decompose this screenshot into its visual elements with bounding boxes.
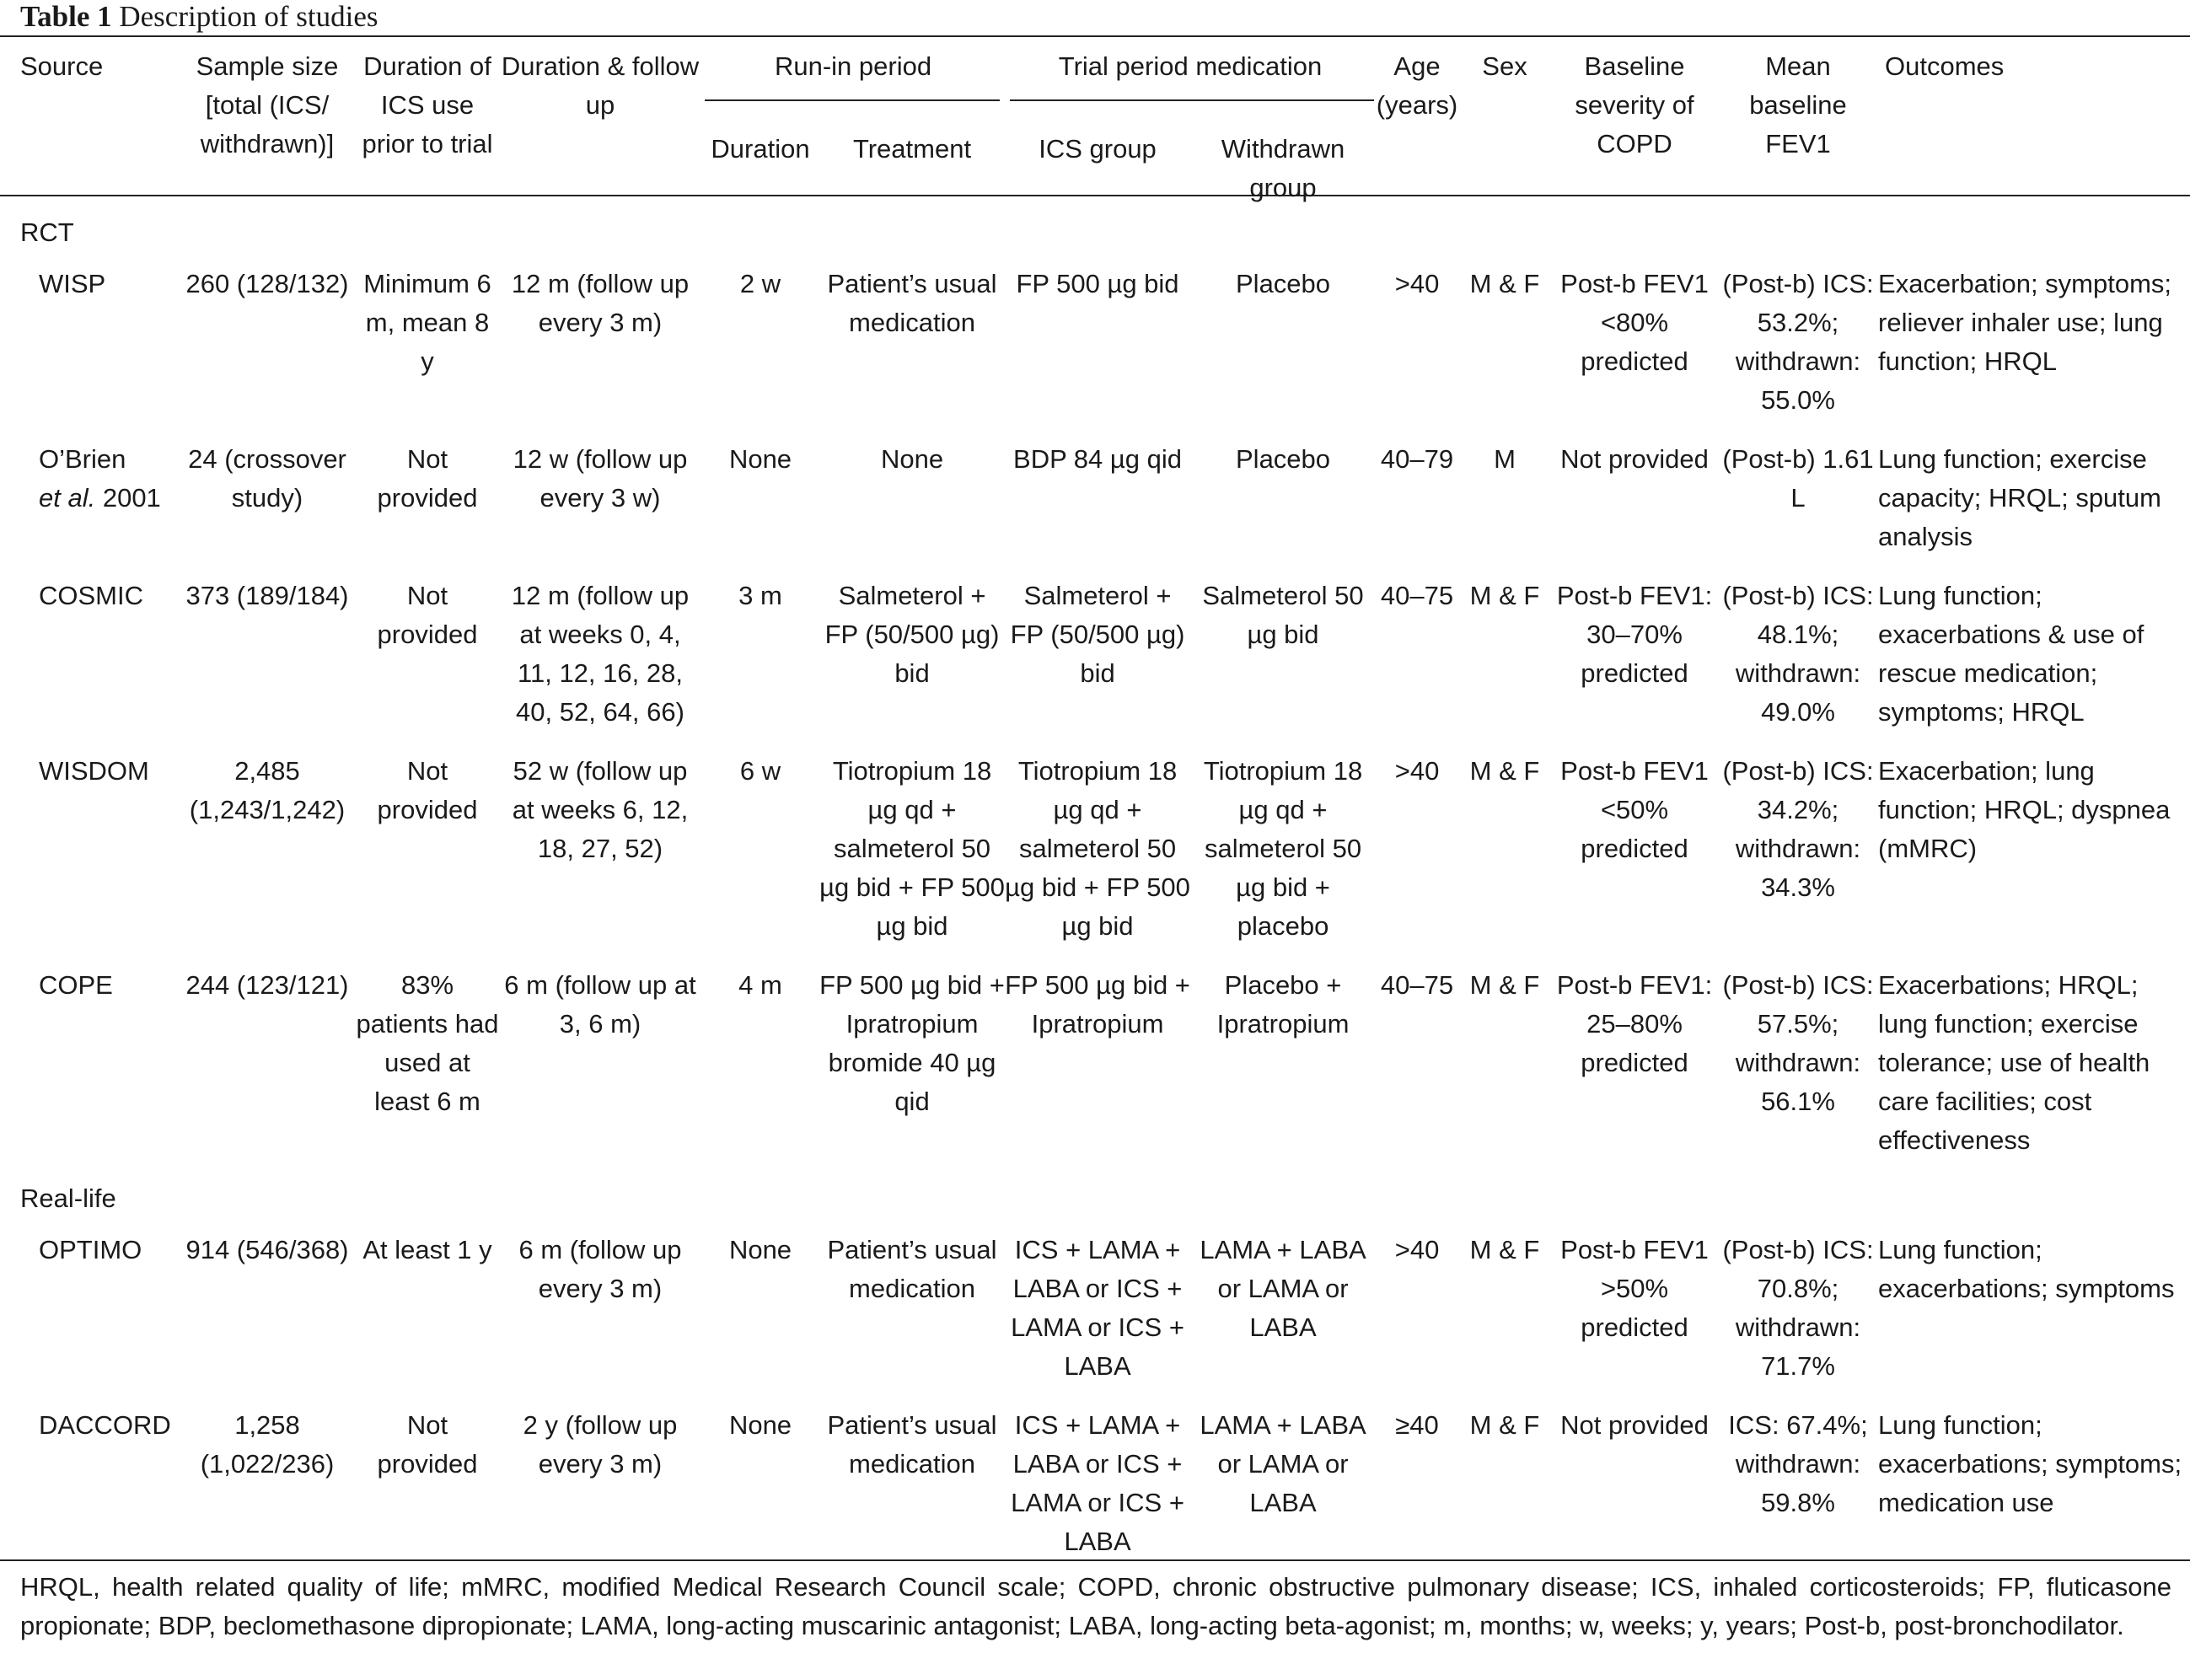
table-row xyxy=(0,1224,2190,1399)
section-row-real-life xyxy=(0,1173,2190,1224)
cell-duration-follow-up: 12 m (follow up every 3 m) xyxy=(511,269,690,337)
table-row xyxy=(0,433,2190,570)
cell-duration-follow-up: 2 y (follow up every 3 m) xyxy=(523,1410,678,1479)
cell-run-in-treatment: Patient’s usual medication xyxy=(827,1410,997,1479)
table-row xyxy=(0,959,2190,1173)
cell-sex: M & F xyxy=(1469,970,1540,1000)
cell-ics-group: Salmeterol + FP (50/500 µg) bid xyxy=(1010,581,1185,688)
cell-source: OPTIMO xyxy=(39,1235,142,1264)
cell-sex: M & F xyxy=(1469,756,1540,786)
cell-run-in-treatment: None xyxy=(880,444,944,474)
cell-outcomes: Lung function; exacerbations; symptoms; medication use xyxy=(1878,1410,2182,1517)
cell-withdrawn-group: Placebo xyxy=(1236,269,1331,298)
cell-ics-group: BDP 84 µg qid xyxy=(1013,444,1182,474)
table-footnote: HRQL, health related quality of life; mMRC, modified Medical Research Council scale; COPD, chronic obstructive pulmonary disease; ICS, inhaled corticosteroids; FP, fluticasone propionate; BDP, beclomethasone dipropionate; LAMA, long-acting muscarinic antagonist; LABA, long-acting beta-agonist; m, months; w, weeks; y, years; Post-b, post-bronchodilator. xyxy=(20,1572,2171,1640)
header-mean-fev1: Mean baseline FEV1 xyxy=(1749,51,1847,158)
header-duration-follow-up: Duration & follow up xyxy=(501,51,700,120)
cell-age: 40–75 xyxy=(1380,970,1454,1000)
cell-outcomes: Lung function; exacerbations & use of rescue medication; symptoms; HRQL xyxy=(1878,581,2144,727)
table-caption xyxy=(20,2,378,35)
cell-sample-size: 373 (189/184) xyxy=(185,581,349,610)
cell-run-in-treatment: Salmeterol + FP (50/500 µg) bid xyxy=(824,581,1000,688)
cell-outcomes: Exacerbation; lung function; HRQL; dyspnea (mMRC) xyxy=(1878,756,2171,863)
cell-source: COPE xyxy=(39,970,113,1000)
cell-ics-group: ICS + LAMA + LABA or ICS + LAMA or ICS + LABA xyxy=(1011,1235,1184,1381)
cell-source: O’Brien et al. 2001 xyxy=(39,444,161,513)
cell-sex: M & F xyxy=(1469,1235,1540,1264)
header-age: Age (years) xyxy=(1376,51,1458,120)
cell-withdrawn-group: Salmeterol 50 µg bid xyxy=(1202,581,1364,649)
cell-withdrawn-group: Tiotropium 18 µg qd + salmeterol 50 µg bid + placebo xyxy=(1203,756,1363,941)
cell-sex: M & F xyxy=(1469,581,1540,610)
cell-ics-group: FP 500 µg bid xyxy=(1016,269,1179,298)
cell-age: >40 xyxy=(1394,756,1440,786)
cell-source: WISDOM xyxy=(39,756,149,786)
cell-run-in-duration: 4 m xyxy=(738,970,782,1000)
cell-baseline-severity: Not provided xyxy=(1560,444,1709,474)
header-source: Source xyxy=(20,51,104,81)
cell-run-in-treatment: Tiotropium 18 µg qd + salmeterol 50 µg bid + FP 500 µg bid xyxy=(819,756,1005,941)
cell-source: COSMIC xyxy=(39,581,143,610)
cell-sample-size: 244 (123/121) xyxy=(185,970,349,1000)
cell-withdrawn-group: Placebo + Ipratropium xyxy=(1216,970,1350,1039)
cell-sample-size: 914 (546/368) xyxy=(185,1235,349,1264)
cell-sample-size: 1,258 (1,022/236) xyxy=(200,1410,335,1479)
cell-mean-fev1: (Post-b) ICS: 53.2%; withdrawn: 55.0% xyxy=(1722,269,1874,415)
cell-outcomes: Lung function; exercise capacity; HRQL; sputum analysis xyxy=(1878,444,2161,551)
cell-sex: M & F xyxy=(1469,269,1540,298)
cell-withdrawn-group: LAMA + LABA or LAMA or LABA xyxy=(1200,1235,1366,1342)
cell-run-in-duration: None xyxy=(728,1235,792,1264)
table-row xyxy=(0,1399,2190,1575)
cell-run-in-treatment: FP 500 µg bid + Ipratropium bromide 40 µg qid xyxy=(819,970,1005,1116)
header-run-in-period: Run-in period xyxy=(774,51,932,81)
cell-duration-ics: Not provided xyxy=(377,1410,478,1479)
header-run-in-treatment: Treatment xyxy=(852,134,972,164)
cell-outcomes: Exacerbation; symptoms; reliever inhaler use; lung function; HRQL xyxy=(1878,269,2172,376)
cell-age: >40 xyxy=(1394,269,1440,298)
studies-table xyxy=(0,37,2190,1575)
cell-ics-group: ICS + LAMA + LABA or ICS + LAMA or ICS + LABA xyxy=(1011,1410,1184,1556)
cell-run-in-duration: None xyxy=(728,1410,792,1440)
cell-duration-ics: Not provided xyxy=(377,756,478,824)
cell-baseline-severity: Post-b FEV1: 25–80% predicted xyxy=(1556,970,1713,1077)
cell-outcomes: Exacerbations; HRQL; lung function; exercise tolerance; use of health care facilities; cost effectiveness xyxy=(1878,970,2150,1155)
cell-duration-follow-up: 12 m (follow up at weeks 0, 4, 11, 12, 16, 28, 40, 52, 64, 66) xyxy=(511,581,690,727)
header-withdrawn-group: Withdrawn group xyxy=(1221,134,1345,202)
cell-run-in-duration: 3 m xyxy=(738,581,782,610)
cell-duration-ics: Not provided xyxy=(377,444,478,513)
cell-baseline-severity: Post-b FEV1: 30–70% predicted xyxy=(1556,581,1713,688)
cell-duration-ics: At least 1 y xyxy=(362,1235,492,1264)
cell-mean-fev1: (Post-b) ICS: 70.8%; withdrawn: 71.7% xyxy=(1722,1235,1874,1381)
header-run-in-duration: Duration xyxy=(711,134,810,164)
section-row-rct xyxy=(0,207,2190,258)
cell-source: WISP xyxy=(39,269,106,298)
cell-run-in-duration: 6 w xyxy=(739,756,781,786)
cell-run-in-treatment: Patient’s usual medication xyxy=(827,269,997,337)
cell-sex: M xyxy=(1494,444,1516,474)
cell-mean-fev1: (Post-b) 1.61 L xyxy=(1722,444,1874,513)
cell-baseline-severity: Post-b FEV1 >50% predicted xyxy=(1560,1235,1709,1342)
cell-baseline-severity: Post-b FEV1 <80% predicted xyxy=(1560,269,1709,376)
cell-sex: M & F xyxy=(1469,1410,1540,1440)
table-row xyxy=(0,258,2190,433)
cell-ics-group: FP 500 µg bid + Ipratropium xyxy=(1005,970,1190,1039)
section-label: Real-life xyxy=(20,1184,116,1213)
cell-age: 40–75 xyxy=(1380,581,1454,610)
cell-duration-ics: Not provided xyxy=(377,581,478,649)
table-row xyxy=(0,745,2190,959)
cell-mean-fev1: (Post-b) ICS: 34.2%; withdrawn: 34.3% xyxy=(1722,756,1874,902)
header-duration-ics: Duration of ICS use prior to trial xyxy=(362,51,493,158)
table-body xyxy=(0,207,2190,1575)
cell-duration-follow-up: 12 w (follow up every 3 w) xyxy=(513,444,688,513)
table-caption-label: Table 1 xyxy=(20,0,112,33)
cell-outcomes: Lung function; exacerbations; symptoms xyxy=(1878,1235,2175,1303)
header-trial-period-medication: Trial period medication xyxy=(1058,51,1323,81)
cell-mean-fev1: ICS: 67.4%; withdrawn: 59.8% xyxy=(1728,1410,1868,1517)
cell-baseline-severity: Post-b FEV1 <50% predicted xyxy=(1560,756,1709,863)
cell-mean-fev1: (Post-b) ICS: 57.5%; withdrawn: 56.1% xyxy=(1722,970,1874,1116)
cell-baseline-severity: Not provided xyxy=(1560,1410,1709,1440)
cell-sample-size: 2,485 (1,243/1,242) xyxy=(189,756,346,824)
header-sample-size: Sample size [total (ICS/ withdrawn)] xyxy=(196,51,339,158)
cell-run-in-duration: 2 w xyxy=(739,269,781,298)
cell-duration-follow-up: 6 m (follow up at 3, 6 m) xyxy=(504,970,696,1039)
cell-duration-ics: Minimum 6 m, mean 8 y xyxy=(363,269,491,376)
cell-age: >40 xyxy=(1394,1235,1440,1264)
table-caption-title: Description of studies xyxy=(119,0,378,33)
cell-age: 40–79 xyxy=(1380,444,1454,474)
cell-mean-fev1: (Post-b) ICS: 48.1%; withdrawn: 49.0% xyxy=(1722,581,1874,727)
cell-withdrawn-group: Placebo xyxy=(1236,444,1331,474)
cell-run-in-treatment: Patient’s usual medication xyxy=(827,1235,997,1303)
cell-ics-group: Tiotropium 18 µg qd + salmeterol 50 µg bid + FP 500 µg bid xyxy=(1005,756,1190,941)
cell-sample-size: 260 (128/132) xyxy=(185,269,349,298)
section-label: RCT xyxy=(20,217,74,247)
table-row xyxy=(0,570,2190,745)
cell-duration-follow-up: 6 m (follow up every 3 m) xyxy=(518,1235,682,1303)
header-outcomes: Outcomes xyxy=(1885,51,2005,81)
table-header xyxy=(0,37,2190,207)
cell-sample-size: 24 (crossover study) xyxy=(188,444,346,513)
cell-run-in-duration: None xyxy=(728,444,792,474)
header-baseline-severity: Baseline severity of COPD xyxy=(1575,51,1694,158)
cell-duration-ics: 83% patients had used at least 6 m xyxy=(356,970,499,1116)
cell-withdrawn-group: LAMA + LABA or LAMA or LABA xyxy=(1200,1410,1366,1517)
header-sex: Sex xyxy=(1482,51,1527,81)
cell-duration-follow-up: 52 w (follow up at weeks 6, 12, 18, 27, 52) xyxy=(512,756,689,863)
cell-source: DACCORD xyxy=(39,1410,171,1440)
cell-age: ≥40 xyxy=(1395,1410,1439,1440)
header-ics-group: ICS group xyxy=(1039,134,1157,164)
